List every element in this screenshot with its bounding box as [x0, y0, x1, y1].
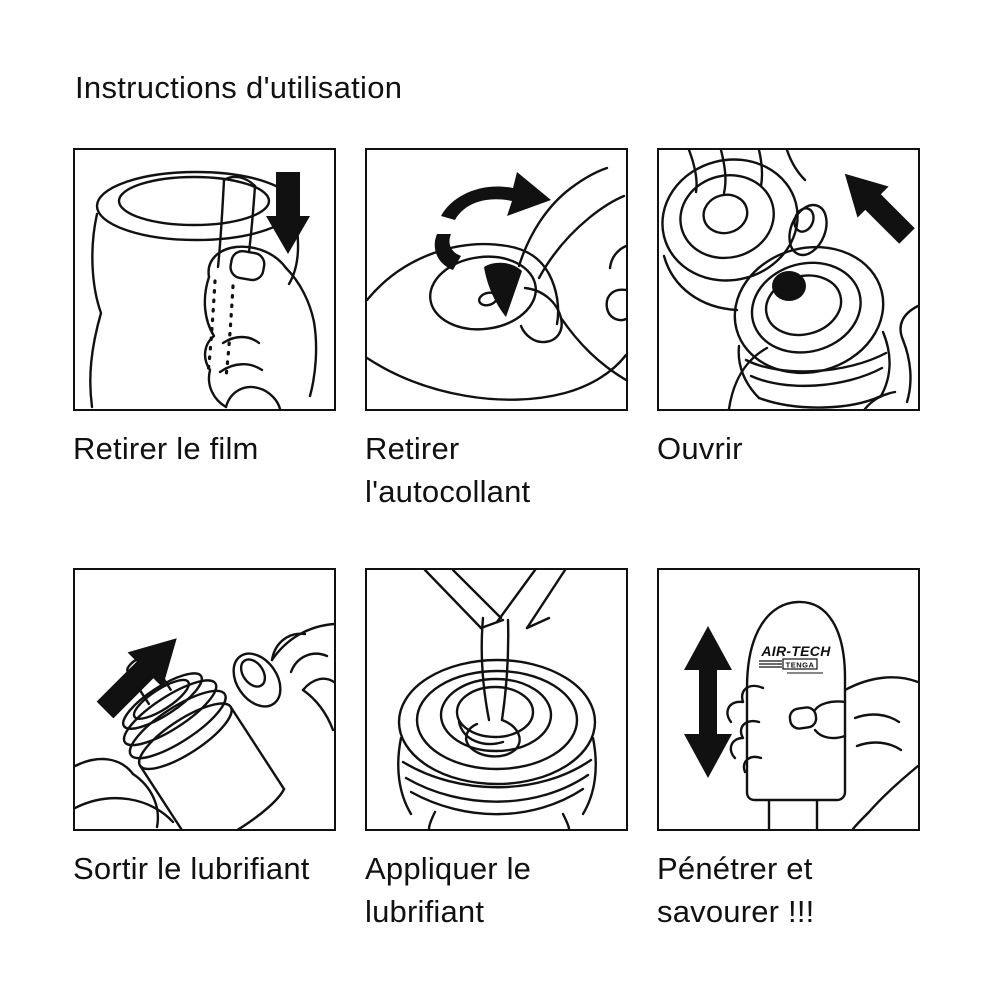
step-3: [657, 148, 920, 568]
step-5: [365, 568, 628, 988]
peel-sticker-illustration: [367, 150, 626, 409]
pour-lubricant-illustration: [367, 570, 626, 829]
pinched-sticker-shape: [484, 263, 522, 317]
step-1-caption: Retirer le film: [73, 431, 259, 466]
use-product-illustration: [659, 570, 918, 829]
step-1-panel: [73, 148, 336, 411]
page-title: Instructions d'utilisation: [75, 69, 403, 105]
step-4-panel: [73, 568, 336, 831]
peel-film-illustration: [75, 150, 334, 409]
step-1: [73, 148, 336, 568]
arrow-up-right-icon: [87, 621, 194, 728]
step-5-panel: [365, 568, 628, 831]
pull-out-lubricant-illustration: [75, 570, 334, 829]
step-6-caption: Pénétrer et savourer !!!: [657, 851, 815, 929]
step-5-caption: Appliquer le lubrifiant: [365, 851, 532, 929]
open-cap-illustration: [659, 150, 918, 409]
step-3-panel: [657, 148, 920, 411]
arrow-up-left-icon: [829, 158, 918, 251]
step-2-panel: [365, 148, 628, 411]
step-3-caption: Ouvrir: [657, 431, 743, 466]
step-6-panel: [657, 568, 920, 831]
step-6: [657, 568, 920, 988]
product-model-label: AIR-TECH: [761, 643, 831, 659]
step-2-caption: Retirer l'autocollant: [365, 431, 531, 509]
arrow-up-down-icon: [684, 626, 732, 778]
step-2: [365, 148, 628, 568]
step-4: [73, 568, 336, 988]
step-4-caption: Sortir le lubrifiant: [73, 851, 310, 886]
instruction-steps: [73, 148, 920, 988]
center-hole-shape: [772, 271, 806, 301]
product-brand-label: TENGA: [785, 660, 815, 670]
